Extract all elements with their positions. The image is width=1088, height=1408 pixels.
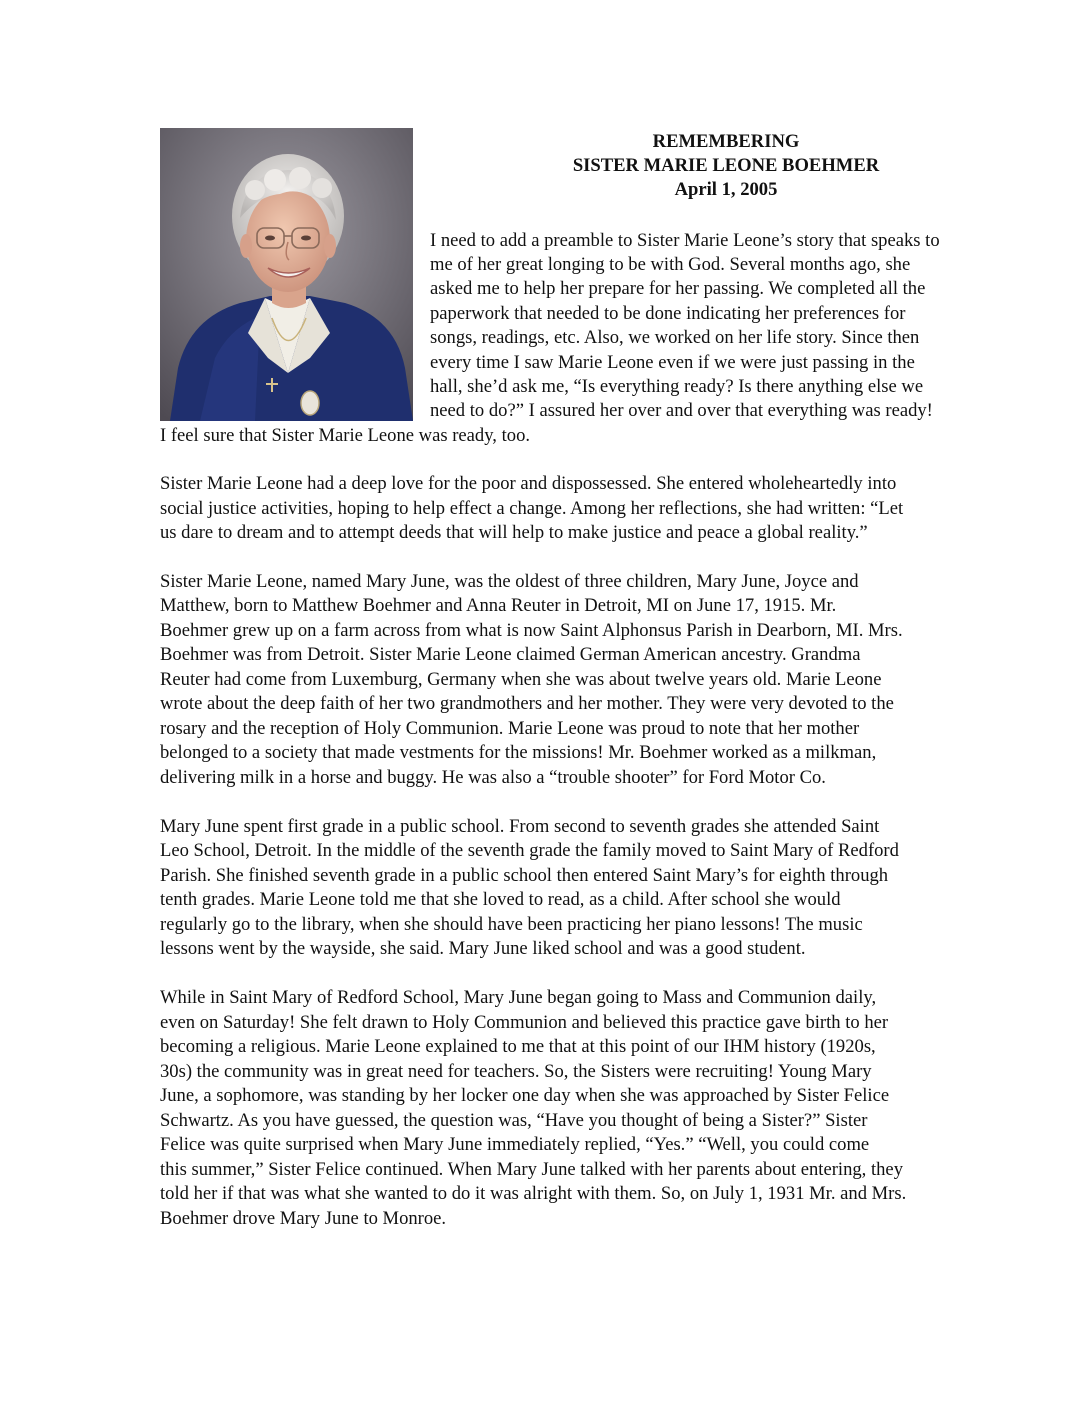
paragraph-line: told her if that was what she wanted to do it was alright with them. So, on July 1, 1931 Mr. and Mrs. <box>160 1183 907 1204</box>
paragraph-line: rosary and the reception of Holy Communion. Marie Leone was proud to note that her mother <box>160 718 860 739</box>
paragraph-line: social justice activities, hoping to help effect a change. Among her reflections, she had written: “Let <box>160 498 904 519</box>
portrait-image <box>160 128 413 421</box>
paragraph-line: need to do?” I assured her over and over that everything was ready! <box>430 400 933 421</box>
paragraph-line: While in Saint Mary of Redford School, Mary June began going to Mass and Communion daily, <box>160 987 877 1008</box>
paragraph-line: Parish. She finished seventh grade in a public school then entered Saint Mary’s for eighth through <box>160 865 889 886</box>
paragraph-line: Reuter had come from Luxemburg, Germany when she was about twelve years old. Marie Leone <box>160 669 882 690</box>
paragraph-line: songs, readings, etc. Also, we worked on her life story. Since then <box>430 327 920 348</box>
heading-date: April 1, 2005 <box>674 179 778 200</box>
paragraph-line: becoming a religious. Marie Leone explained to me that at this point of our IHM history (1920s, <box>160 1036 876 1057</box>
paragraph-line: paperwork that needed to be done indicating her preferences for <box>430 303 906 324</box>
paragraph-line: I feel sure that Sister Marie Leone was ready, too. <box>160 425 531 446</box>
paragraph-line: this summer,” Sister Felice continued. When Mary June talked with her parents about entering, they <box>160 1159 903 1180</box>
paragraph-line: lessons went by the wayside, she said. Mary June liked school and was a good student. <box>160 938 806 959</box>
paragraph-line: even on Saturday! She felt drawn to Holy Communion and believed this practice gave birth to her <box>160 1012 889 1033</box>
paragraph-line: Matthew, born to Matthew Boehmer and Anna Reuter in Detroit, MI on June 17, 1915. Mr. <box>160 595 837 616</box>
paragraph-line: tenth grades. Marie Leone told me that she loved to read, as a child. After school she would <box>160 889 841 910</box>
heading-name: SISTER MARIE LEONE BOEHMER <box>572 155 880 176</box>
paragraph-line: belonged to a society that made vestments for the missions! Mr. Boehmer worked as a milkman, <box>160 742 877 763</box>
heading-remembering: REMEMBERING <box>652 131 800 152</box>
paragraph-line: Boehmer drove Mary June to Monroe. <box>160 1208 447 1229</box>
paragraph-line: 30s) the community was in great need for teachers. So, the Sisters were recruiting! Young Mary <box>160 1061 872 1082</box>
paragraph-line: delivering milk in a horse and buggy. He was also a “trouble shooter” for Ford Motor Co. <box>160 767 826 788</box>
paragraph-line: Leo School, Detroit. In the middle of the seventh grade the family moved to Saint Mary of Redford <box>160 840 899 861</box>
paragraph-line: Boehmer grew up on a farm across from what is now Saint Alphonsus Parish in Dearborn, MI. Mrs. <box>160 620 903 641</box>
paragraph-line: asked me to help her prepare for her passing. We completed all the <box>430 278 926 299</box>
portrait-photo <box>160 128 413 421</box>
paragraph-line: June, a sophomore, was standing by her locker one day when she was approached by Sister Felice <box>160 1085 890 1106</box>
paragraph-line: Sister Marie Leone had a deep love for the poor and dispossessed. She entered wholeheartedly into <box>160 473 897 494</box>
paragraph-line: every time I saw Marie Leone even if we were just passing in the <box>430 352 915 373</box>
paragraph-line: Mary June spent first grade in a public school. From second to seventh grades she attended Saint <box>160 816 880 837</box>
paragraph-line: Felice was quite surprised when Mary June immediately replied, “Yes.” “Well, you could come <box>160 1134 870 1155</box>
paragraph-line: Sister Marie Leone, named Mary June, was the oldest of three children, Mary June, Joyce and <box>160 571 859 592</box>
paragraph-line: Boehmer was from Detroit. Sister Marie Leone claimed German American ancestry. Grandma <box>160 644 861 665</box>
paragraph-line: regularly go to the library, when she should have been practicing her piano lessons! The music <box>160 914 863 935</box>
paragraph-line: us dare to dream and to attempt deeds that will help to make justice and peace a global reality.” <box>160 522 868 543</box>
paragraph-line: hall, she’d ask me, “Is everything ready? Is there anything else we <box>430 376 924 397</box>
memorial-heading <box>430 130 1022 202</box>
paragraph-line: me of her great longing to be with God. Several months ago, she <box>430 254 911 275</box>
paragraph-line: Schwartz. As you have guessed, the question was, “Have you thought of being a Sister?” Sister <box>160 1110 868 1131</box>
paragraph-line: wrote about the deep faith of her two grandmothers and her mother. They were very devoted to the <box>160 693 894 714</box>
paragraph-line: I need to add a preamble to Sister Marie Leone’s story that speaks to <box>430 230 940 251</box>
